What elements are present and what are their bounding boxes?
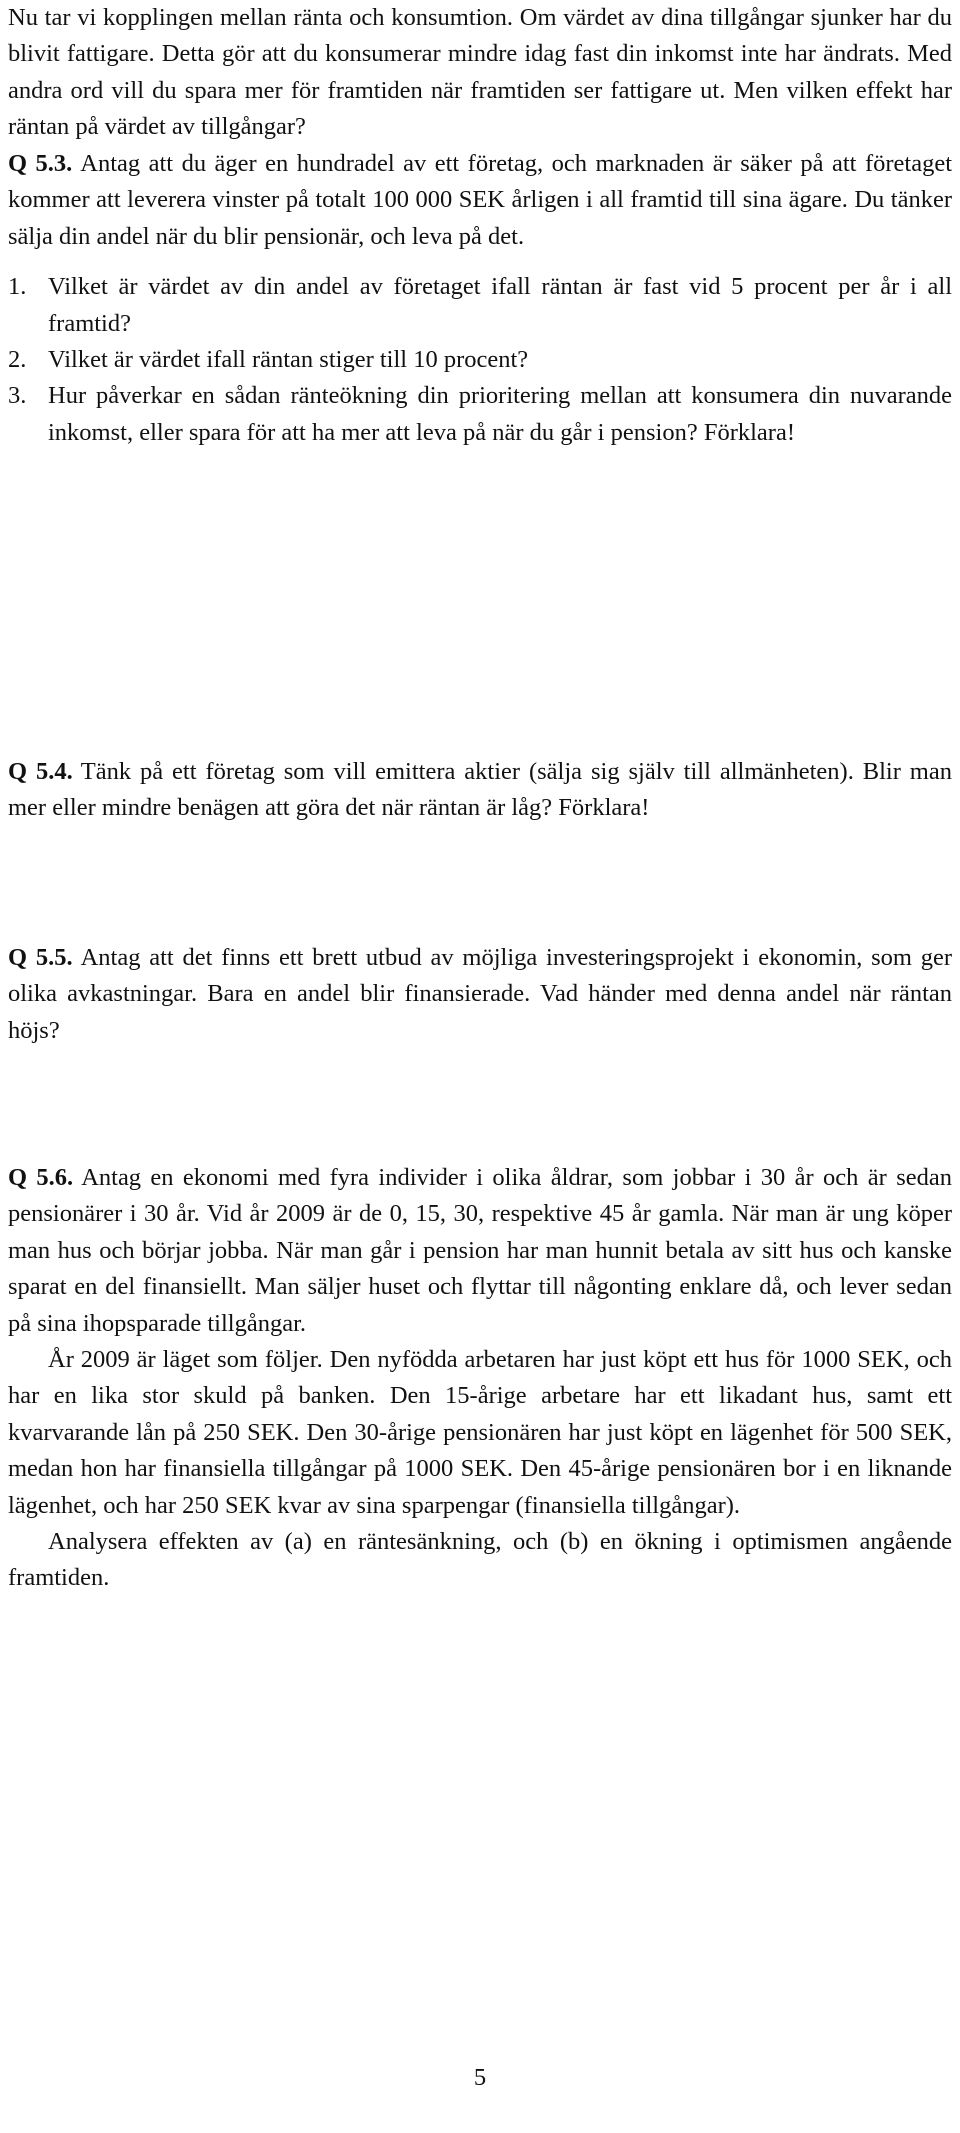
list-item-number: 3. [8, 382, 27, 410]
list-item-number: 1. [8, 273, 27, 301]
question-label: Q 5.4. [8, 758, 73, 785]
page-number: 5 [473, 2064, 487, 2091]
list-item-text: Vilket är värdet av din andel av företaget ifall räntan är fast vid 5 procent per år i all framtid? [48, 273, 952, 337]
question-5-5 [8, 940, 952, 1049]
list-item [8, 269, 952, 342]
list-item [8, 378, 952, 451]
question-text: Tänk på ett företag som vill emittera aktier (sälja sig själv till allmänheten). Blir man mer eller mindre benägen att göra det när räntan är låg? Förklara! [8, 758, 952, 822]
intro-text: Nu tar vi kopplingen mellan ränta och konsumtion. Om värdet av dina tillgångar sjunker har du blivit fattigare. Detta gör att du konsumerar mindre idag fast din inkomst inte har ändrats. Med andra ord vill du spara mer för framtiden när framtiden ser fattigare ut. Men vilken effekt har räntan på värdet av tillgångar? [8, 4, 952, 141]
question-label: Q 5.5. [8, 944, 73, 971]
list-item-number: 2. [8, 346, 27, 374]
question-5-6-paragraph-2: År 2009 är läget som följer. Den nyfödda arbetaren har just köpt ett hus för 1000 SEK, och har en lika stor skuld på banken. Den 15-årige arbetare har ett likadant hus, samt ett kvarvarande lån på 250 SEK. Den 30-årige pensionären har just köpt en lägenhet för 500 SEK, medan hon har finansiella tillgångar på 1000 SEK. Den 45-årige pensionären bor i en liknande lägenhet, och har 250 SEK kvar av sina sparpengar (finansiella tillgångar). [8, 1346, 952, 1519]
question-5-3-subquestions [8, 269, 952, 451]
question-label: Q 5.3. [8, 150, 73, 177]
question-label: Q 5.6. [8, 1164, 74, 1191]
question-text: Antag en ekonomi med fyra individer i olika åldrar, som jobbar i 30 år och är sedan pensionärer i 30 år. Vid år 2009 är de 0, 15, 30, respektive 45 år gamla. När man är ung köper man hus och börjar jobba. När man går i pension har man hunnit betala av sitt hus och kanske sparat en del finansiellt. Man säljer huset och flyttar till någonting enklare då, och lever sedan på sina ihopsparade tillgångar. [8, 1164, 952, 1337]
question-5-6-paragraph-3: Analysera effekten av (a) en räntesänkning, och (b) en ökning i optimismen angående framtiden. [8, 1528, 952, 1592]
question-text: Antag att det finns ett brett utbud av möjliga investeringsprojekt i ekonomin, som ger olika avkastningar. Bara en andel blir finansierade. Vad händer med denna andel när räntan höjs? [8, 944, 952, 1044]
list-item-text: Hur påverkar en sådan ränteökning din prioritering mellan att konsumera din nuvarande inkomst, eller spara för att ha mer att leva på när du går i pension? Förklara! [48, 382, 952, 446]
list-item-text: Vilket är värdet ifall räntan stiger till 10 procent? [48, 346, 529, 374]
question-5-3 [8, 146, 952, 451]
question-5-6 [8, 1160, 952, 1597]
list-item [8, 342, 952, 378]
question-5-4 [8, 754, 952, 827]
intro-paragraph [8, 0, 952, 146]
question-text: Antag att du äger en hundradel av ett företag, och marknaden är säker på att företaget kommer att leverera vinster på totalt 100 000 SEK årligen i all framtid till sina ägare. Du tänker sälja din andel när du blir pensionär, och leva på det. [8, 150, 953, 250]
